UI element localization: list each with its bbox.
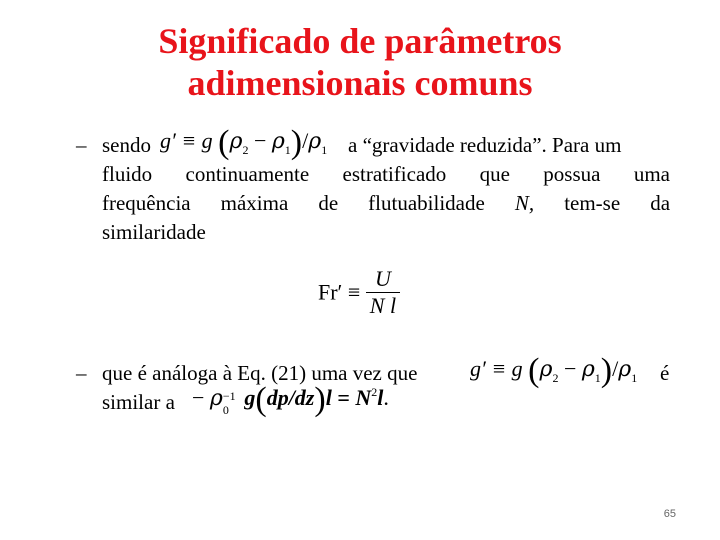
formula-rho2: ρ xyxy=(229,129,243,154)
bullet1-line3-N: N, xyxy=(514,191,535,215)
froude-lhs: Fr′ ≡ xyxy=(318,279,361,305)
formula-close-paren: ) xyxy=(290,124,303,161)
formula2-close-paren: ) xyxy=(600,352,613,389)
bullet2-line1-end: é xyxy=(660,361,670,385)
bullet1-line3-b: tem-se da xyxy=(564,191,671,215)
formula2-sub1b: 1 xyxy=(631,371,638,385)
formula2-gprime-lhs: g′ ≡ g xyxy=(470,356,523,381)
formula-reduced-gravity-2 xyxy=(470,354,637,388)
hydro-close-paren: ) xyxy=(314,381,326,418)
formula-sub1: 1 xyxy=(284,143,291,157)
hydro-period: . xyxy=(383,385,389,410)
bullet2-similar-a: similar a xyxy=(102,390,175,414)
bullet1-line3-a: frequência máxima de flutuabilidade xyxy=(102,191,485,215)
hydro-g: g xyxy=(244,385,256,410)
hydro-l: l xyxy=(325,385,332,410)
bullet-dash-1: – xyxy=(76,133,87,157)
bullet1-line2: fluido continuamente estratificado que possua uma xyxy=(102,162,670,186)
formula2-rho2: ρ xyxy=(539,357,553,382)
slide-title-line1: Significado de parâmetros xyxy=(158,21,562,61)
formula-minus: − xyxy=(253,128,267,153)
bullet1-line3 xyxy=(102,189,670,218)
formula2-slash: / xyxy=(612,356,619,381)
hydro-sup: −1 xyxy=(222,389,236,403)
formula-gprime-lhs: g′ ≡ g xyxy=(160,128,213,153)
bullet1-after-formula: a “gravidade reduzida”. Para um xyxy=(348,133,622,157)
froude-formula xyxy=(318,266,400,319)
bullet2-line1: que é análoga à Eq. (21) uma vez que xyxy=(102,361,418,385)
formula2-open-paren: ( xyxy=(528,352,540,389)
hydro-sub0: 0 xyxy=(222,403,229,417)
hydro-neg: − xyxy=(192,385,205,410)
formula-open-paren: ( xyxy=(218,124,230,161)
hydro-dpdz: dp/dz xyxy=(266,385,315,410)
slide-title xyxy=(0,20,720,104)
froude-numerator: U xyxy=(366,266,400,293)
formula2-minus: − xyxy=(563,356,577,381)
formula-sub1b: 1 xyxy=(321,143,328,157)
formula-hydrostatic xyxy=(192,383,389,417)
formula-rho1b: ρ xyxy=(308,129,322,154)
formula-slash: / xyxy=(302,128,309,153)
formula2-rho1: ρ xyxy=(581,357,595,382)
page-number: 65 xyxy=(663,508,676,520)
formula-reduced-gravity-1 xyxy=(160,126,327,160)
froude-denominator: N l xyxy=(369,293,397,318)
hydro-l2: l xyxy=(377,385,384,410)
hydro-N: N xyxy=(355,385,372,410)
hydro-eq: = xyxy=(337,385,350,410)
hydro-rho0: ρ xyxy=(209,386,223,411)
formula-rho1: ρ xyxy=(271,129,285,154)
bullet1-line4: similaridade xyxy=(102,220,206,244)
bullet-dash-2: – xyxy=(76,361,87,385)
hydro-N-sup: 2 xyxy=(371,385,378,399)
formula-sub2: 2 xyxy=(242,143,249,157)
froude-fraction xyxy=(366,266,400,319)
hydro-open-paren: ( xyxy=(255,381,267,418)
formula2-sub1: 1 xyxy=(594,371,601,385)
slide-title-line2: adimensionais comuns xyxy=(187,63,533,103)
formula2-sub2: 2 xyxy=(552,371,559,385)
formula2-rho1b: ρ xyxy=(618,357,632,382)
bullet1-sendo: sendo xyxy=(102,133,151,157)
